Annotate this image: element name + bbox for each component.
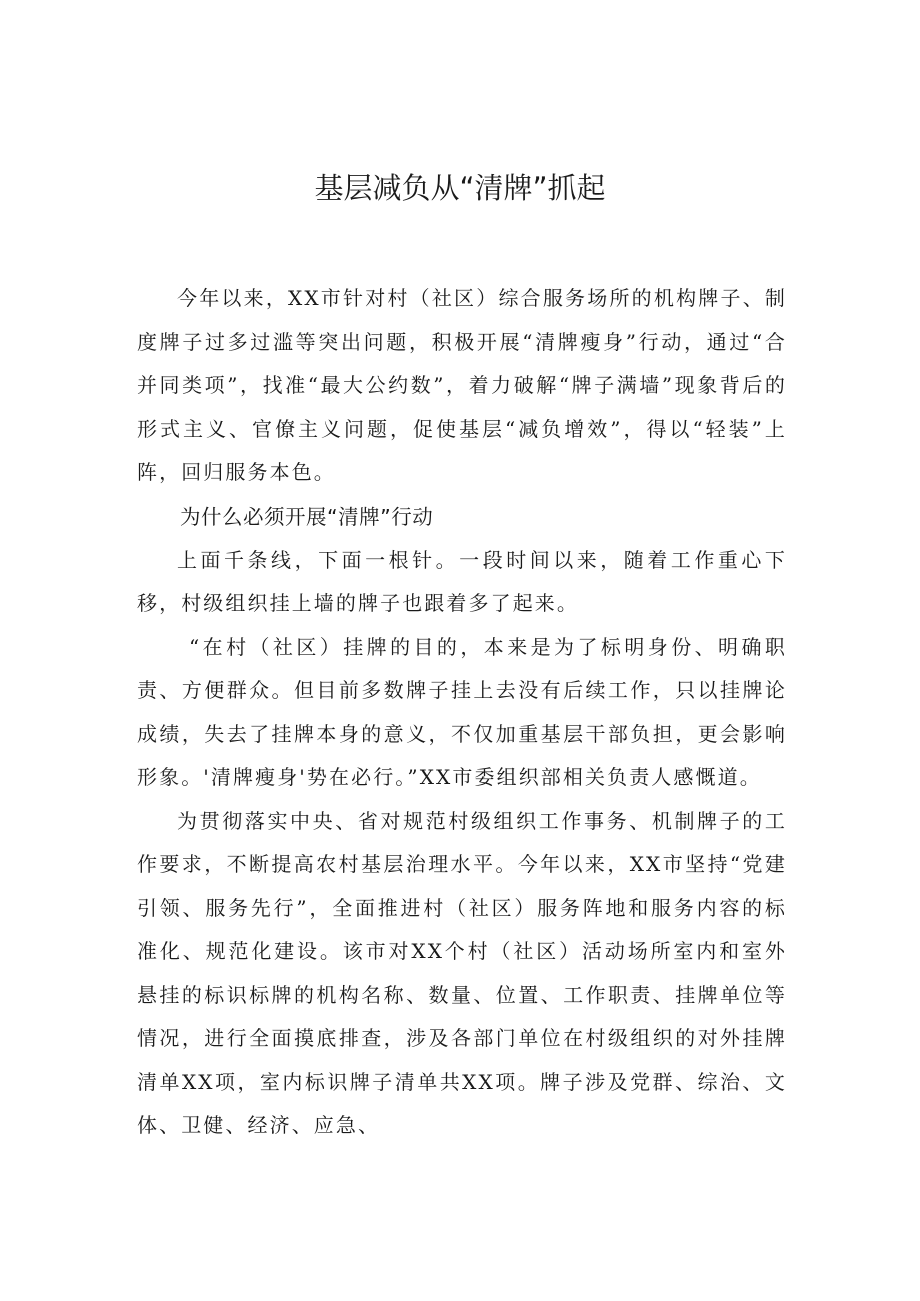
body-paragraph-2: “在村（社区）挂牌的目的，本来是为了标明身份、明确职责、方便群众。但目前多数牌子挂上去没有后续工作，只以挂牌论成绩，失去了挂牌本身的意义，不仅加重基层干部负担，更会影响形象。'清牌瘦身'势在必行。”XX市委组织部相关负责人感慨道。	[137, 634, 787, 789]
body-paragraph-1: 上面千条线，下面一根针。一段时间以来，随着工作重心下移，村级组织挂上墙的牌子也跟着多了起来。	[137, 547, 787, 615]
document-title: 基层减负从“清牌”抓起	[314, 171, 606, 205]
document-body	[137, 277, 787, 1148]
body-paragraph-3: 为贯彻落实中央、省对规范村级组织工作事务、机制牌子的工作要求，不断提高农村基层治理水平。今年以来，XX市坚持“党建引领、服务先行”，全面推进村（社区）服务阵地和服务内容的标准化、规范化建设。该市对XX个村（社区）活动场所室内和室外悬挂的标识标牌的机构名称、数量、位置、工作职责、挂牌单位等情况，进行全面摸底排查，涉及各部门单位在村级组织的对外挂牌清单XX项，室内标识牌子清单共XX项。牌子涉及党群、综治、文体、卫健、经济、应急、	[137, 808, 787, 1137]
section-heading: 为什么必须开展“清牌”行动	[180, 504, 434, 529]
intro-paragraph: 今年以来，XX市针对村（社区）综合服务场所的机构牌子、制度牌子过多过滥等突出问题，积极开展“清牌瘦身”行动，通过“合并同类项”，找准“最大公约数”，着力破解“牌子满墙”现象背后的形式主义、官僚主义问题，促使基层“减负增效”，得以“轻装”上阵，回归服务本色。	[137, 286, 787, 484]
